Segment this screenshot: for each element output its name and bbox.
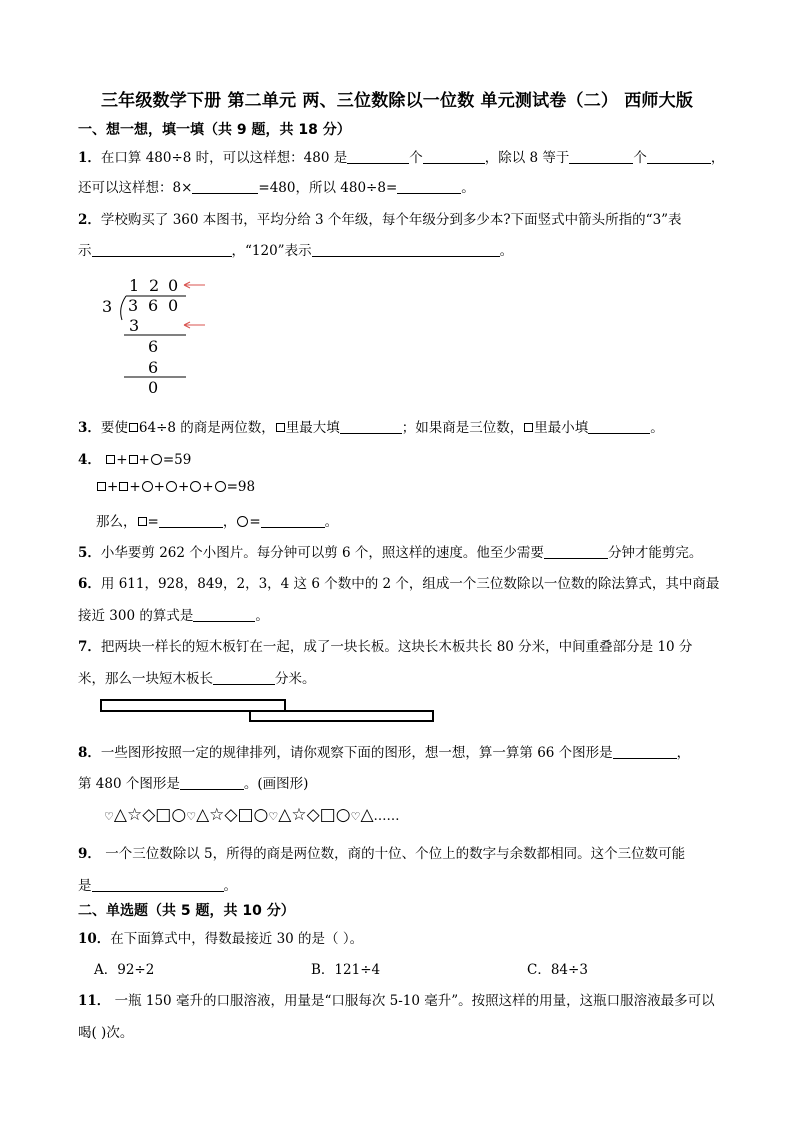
question-9-line-2 [78,874,237,894]
option-a[interactable]: A．92÷2 [94,962,155,978]
star-icon: ☆ [291,805,307,825]
question-text: = [249,514,261,530]
question-text: 分钟才能剪完。 [607,545,703,561]
question-text: 把两块一样长的短木板钉在一起，成了一块长板。这块长木板共长 80 分米，中间重叠部分是 10 分 [100,639,693,655]
question-text: =480，所以 480÷8= [258,180,398,196]
section-heading-fill-in: 一、想一想，填一填（共 9 题，共 18 分） [78,122,351,138]
option-b[interactable]: B．121÷4 [311,962,381,978]
question-number: 11． [78,993,111,1009]
divisor: 3 [102,297,113,316]
diamond-icon: ◇ [306,805,320,825]
question-text: 里最小填 [534,420,589,436]
question-text: ，“120”表示 [231,243,312,259]
question-text: ， [710,150,725,166]
question-text: 个 [633,150,647,166]
question-9-line-1 [78,842,685,862]
question-number: 8． [78,745,101,761]
equation-result: =59 [162,452,192,468]
circle-icon: ○ [171,805,187,825]
question-text: 用 611，928，849，2，3，4 这 6 个数中的 2 个，组成一个三位数除以一位数的除法算式，其中商最 [100,576,720,592]
heart-icon: ♡ [268,810,279,823]
question-8-line-1 [78,741,690,761]
star-icon: ☆ [209,805,225,825]
shape-pattern-row [104,805,400,825]
question-text: 一个三位数除以 5，所得的商是两位数，商的十位、个位上的数字与余数都相同。这个三位数可能 [100,846,686,862]
question-text: 一瓶 150 毫升的口服溶液，用量是“口服每次 5-10 毫升”。按照这样的用量，这瓶口服溶液最多可以 [110,993,715,1009]
answer-blank[interactable] [613,744,677,759]
answer-blank[interactable] [180,775,244,790]
ellipsis: …… [373,809,400,824]
question-4-line-2: + + + + + =98 [96,479,255,495]
question-number: 2． [78,212,101,228]
dividend-digit: 6 [148,296,159,315]
question-text: 第 480 个图形是 [78,776,180,792]
question-number: 9． [78,846,101,862]
question-number: 10． [78,931,111,947]
dividend-digit: 0 [168,296,179,315]
dividend-digit: 3 [128,296,139,315]
page-title: 三年级数学下册 第二单元 两、三位数除以一位数 单元测试卷（二） 西师大版 [100,91,694,111]
section-heading-single-choice: 二、单选题（共 5 题，共 10 分） [78,903,295,919]
question-text: 小华要剪 262 个小图片。每分钟可以剪 6 个，照这样的速度。他至少需要 [100,545,544,561]
question-number: 6． [78,576,101,592]
triangle-icon: △ [278,805,292,825]
question-11-line-1 [78,989,715,1009]
question-text: 个 [409,150,423,166]
question-text: ， [676,745,691,761]
step-value: 6 [148,337,159,356]
circle-icon: ○ [335,805,351,825]
question-number: 1． [78,150,101,166]
question-text: ， [222,514,237,530]
question-text: 是 [78,878,92,894]
answer-blank[interactable] [92,877,224,892]
question-text: 米，那么一块短木板长 [78,671,213,687]
step-value: 6 [148,358,159,377]
star-icon: ☆ [126,805,143,825]
heart-icon: ♡ [186,810,197,823]
board-one [101,700,285,711]
question-8-line-2 [78,772,308,792]
question-10 [78,927,363,947]
question-text: 。(画图形) [243,776,309,792]
question-11-line-2: 喝( )次。 [78,1025,134,1041]
question-text: = [147,514,159,530]
question-text: 学校购买了 360 本图书，平均分给 3 个年级，每个年级分到多少本?下面竖式中箭头所指的“3”表 [100,212,682,228]
diamond-icon: ◇ [224,805,238,825]
question-text: 还可以这样想：8× [78,180,193,196]
question-text: 一些图形按照一定的规律排列，请你观察下面的图形，想一想，算一算第 66 个图形是 [100,745,613,761]
question-text: 要使 [100,420,128,436]
square-icon: □ [237,805,254,825]
question-text: 里最大填 [285,420,340,436]
quotient-digit: 0 [168,276,179,295]
question-number: 5． [78,545,101,561]
square-icon: □ [319,805,336,825]
question-text: 。 [499,243,514,259]
heart-icon: ♡ [350,810,361,823]
question-text: 。 [461,180,475,196]
quotient-digit: 2 [149,276,160,295]
question-text: 那么， [96,514,137,530]
question-text: 在下面算式中，得数最接近 30 的是（ ）。 [110,931,364,947]
triangle-icon: △ [196,805,210,825]
circle-icon: ○ [253,805,269,825]
remainder: 0 [148,378,159,397]
question-text: 64÷8 的商是两位数， [138,420,275,436]
question-text: 。 [255,608,269,624]
question-number: 3． [78,420,101,436]
triangle-icon: △ [360,805,374,825]
question-text: 。 [650,420,664,436]
question-text: 在口算 480÷8 时，可以这样想：480 是 [100,150,348,166]
diamond-icon: ◇ [142,805,156,825]
question-text: ；如果商是三位数， [401,420,524,436]
question-text: 示 [78,243,92,259]
equation-result: =98 [226,479,256,495]
question-number: 4． [78,452,101,468]
heart-icon: ♡ [104,810,114,823]
question-text: 。 [223,878,237,894]
question-text: ，除以 8 等于 [484,150,570,166]
question-4-line-1: 4． + + =59 [78,452,192,468]
question-text: 。 [324,514,339,530]
step-value: 3 [129,316,140,335]
option-c[interactable]: C．84÷3 [527,962,588,978]
triangle-icon: △ [113,805,127,825]
quotient-digit: 1 [129,276,140,295]
question-text: 接近 300 的算式是 [78,608,194,624]
square-icon: □ [155,805,172,825]
board-two [250,711,433,721]
question-number: 7． [78,639,101,655]
question-text: 分米。 [275,671,316,687]
